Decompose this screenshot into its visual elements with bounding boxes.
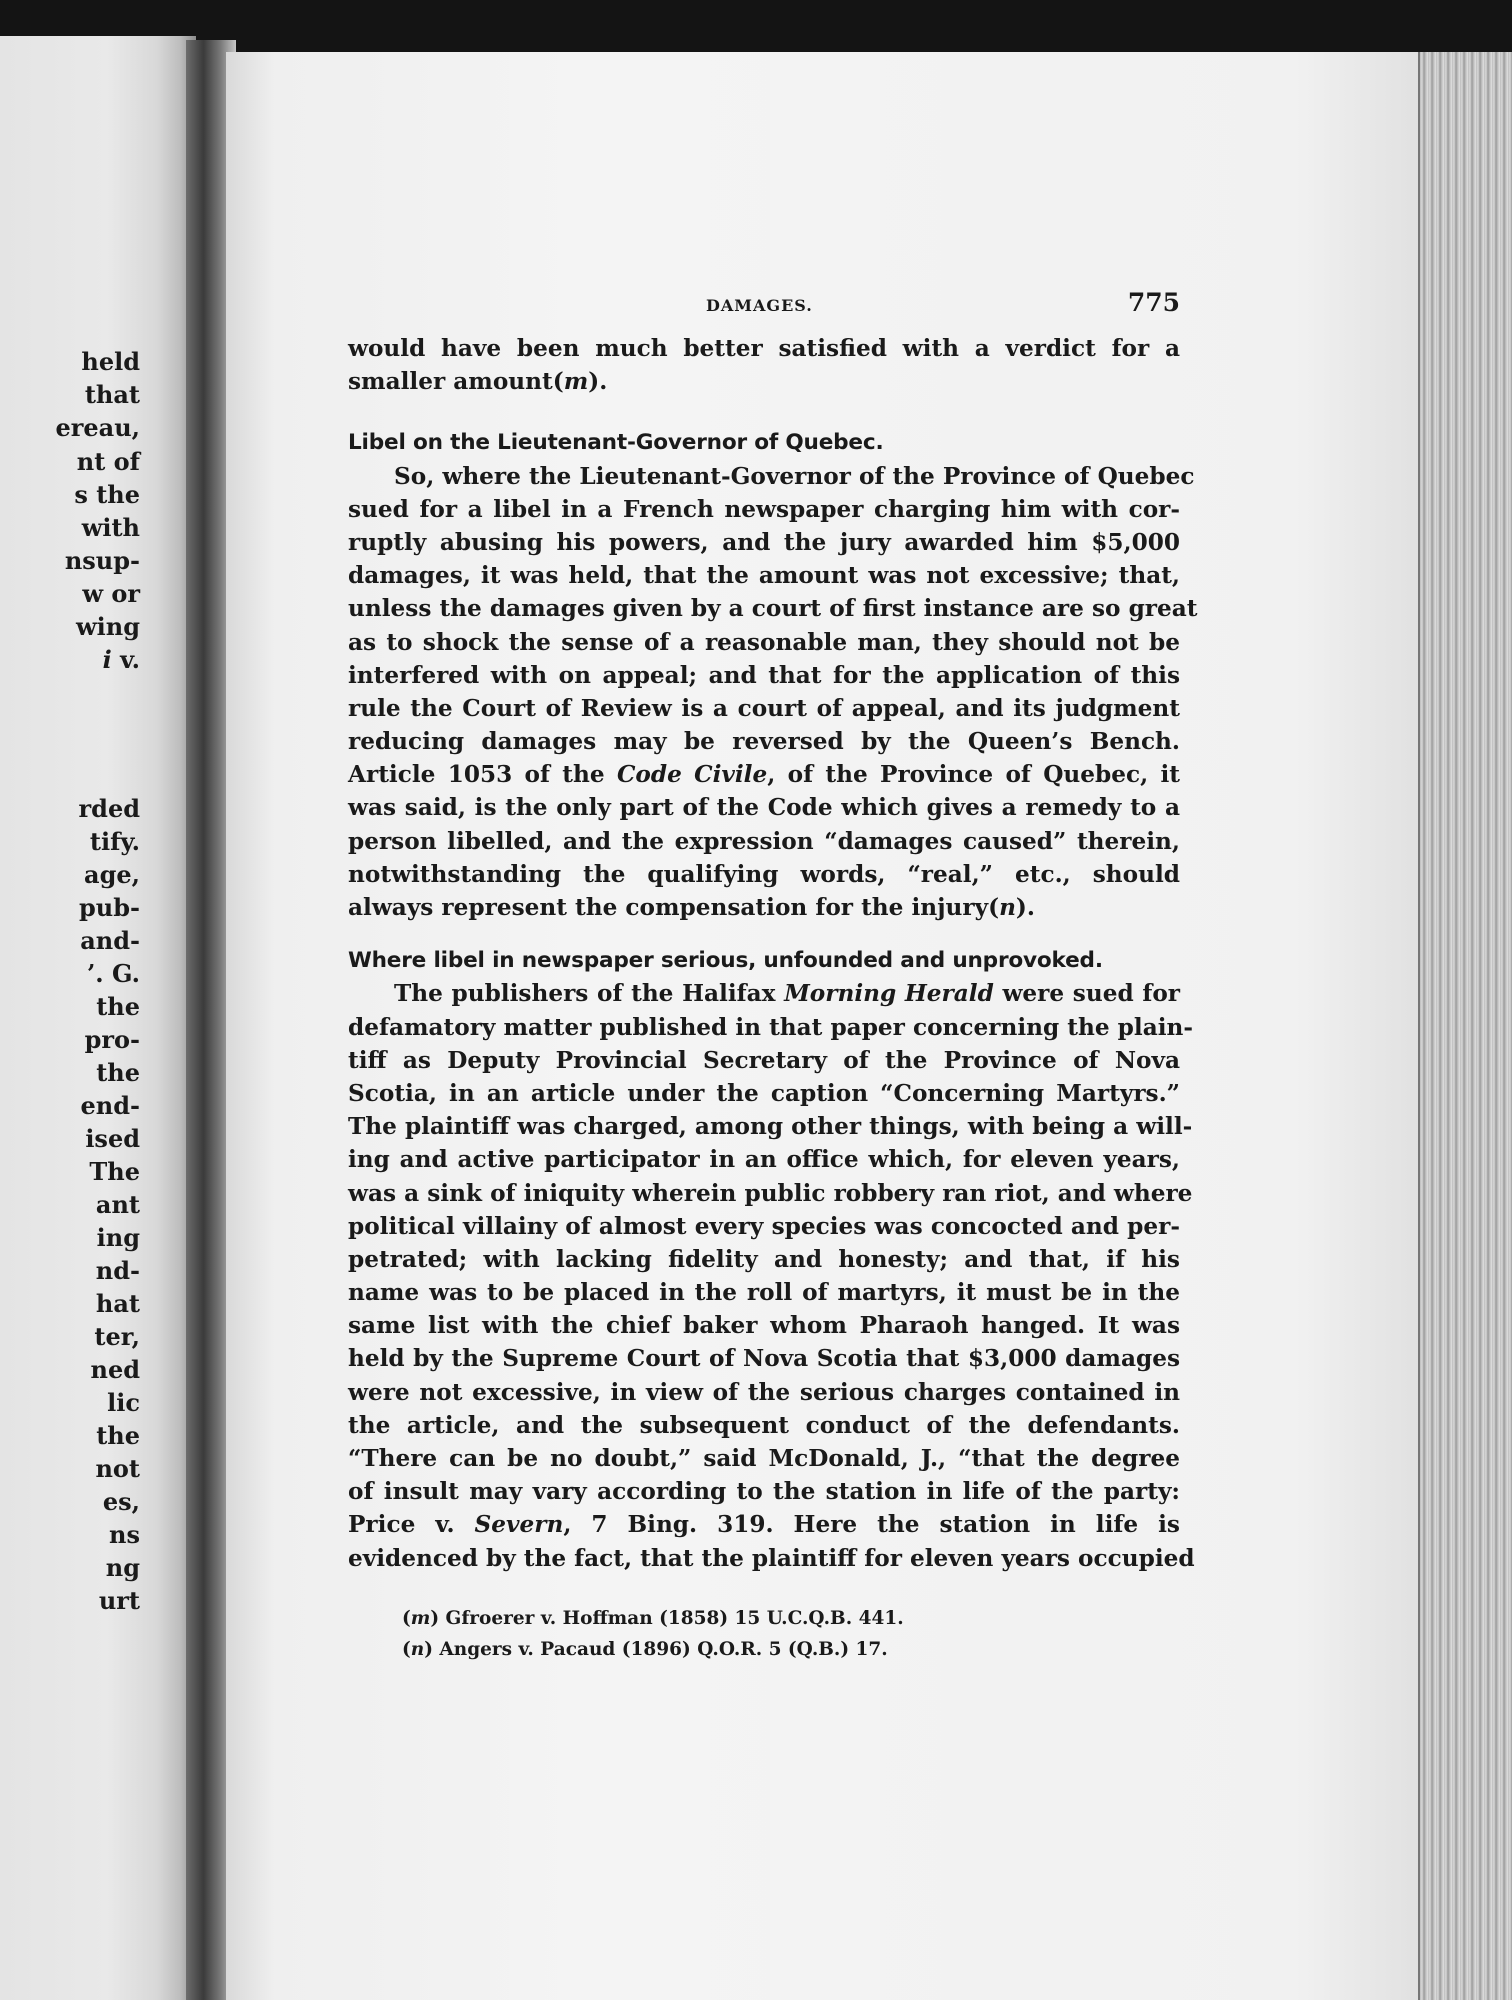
text-line: “There can be no doubt,” said McDonald, J., “that the degree bbox=[348, 1445, 1180, 1472]
text-line: same list with the chief baker whom Pharaoh hanged. It was bbox=[348, 1312, 1180, 1340]
facing-page-fragment: pub- bbox=[79, 893, 140, 922]
facing-page-fragment: not bbox=[95, 1454, 140, 1483]
facing-page-fragment: s the bbox=[74, 480, 140, 509]
facing-page-fragment: the bbox=[96, 1058, 140, 1087]
text-line: sued for a libel in a French newspaper charging him with cor- bbox=[348, 495, 1180, 523]
text-line: damages, it was held, that the amount was not excessive; that, bbox=[348, 562, 1180, 590]
footnote-n: (n) Angers v. Pacaud (1896) Q.O.R. 5 (Q.B.) 17. bbox=[402, 1638, 888, 1660]
facing-page-fragment: ng bbox=[105, 1553, 140, 1582]
text-line: was a sink of iniquity wherein public robbery ran riot, and where bbox=[348, 1179, 1193, 1207]
text-line: reducing damages may be reversed by the Queen’s Bench. bbox=[348, 728, 1180, 756]
facing-page-fragment: ereau, bbox=[55, 413, 140, 442]
facing-page-fragment: nd- bbox=[95, 1256, 140, 1285]
facing-page-fragment: pro- bbox=[84, 1025, 140, 1054]
facing-page-fragment: ns bbox=[109, 1520, 140, 1549]
text-line: was said, is the only part of the Code which gives a remedy to a bbox=[348, 794, 1180, 822]
facing-page-fragment: the bbox=[96, 992, 140, 1021]
text-line: interfered with on appeal; and that for the application of this bbox=[348, 661, 1180, 689]
facing-page-fragment: that bbox=[84, 380, 140, 409]
section-heading-quebec: Libel on the Lieutenant-Governor of Quebec. bbox=[348, 430, 884, 456]
text-line: name was to be placed in the roll of martyrs, it must be in the bbox=[348, 1279, 1180, 1307]
text-line: Price v. Severn, 7 Bing. 319. Here the station in life is bbox=[348, 1511, 1180, 1539]
page-number: 775 bbox=[1127, 288, 1180, 317]
footnotes bbox=[348, 1603, 1180, 1665]
text-line: were not excessive, in view of the serious charges contained in bbox=[348, 1378, 1180, 1406]
facing-page-fragment: i v. bbox=[102, 645, 140, 674]
facing-page-fragment: age, bbox=[84, 860, 140, 889]
facing-page-fragment: and- bbox=[80, 926, 140, 955]
text-line: smaller amount(m). bbox=[348, 368, 608, 396]
facing-page-fragment: end- bbox=[80, 1091, 140, 1120]
text-line: unless the damages given by a court of first instance are so great bbox=[348, 595, 1198, 623]
facing-page-fragment: ant bbox=[95, 1190, 140, 1219]
text-line: petrated; with lacking fidelity and honesty; and that, if his bbox=[348, 1245, 1180, 1273]
facing-page-fragment: hat bbox=[95, 1289, 140, 1318]
section-heading-newspaper: Where libel in newspaper serious, unfounded and unprovoked. bbox=[348, 948, 1103, 974]
left-page bbox=[0, 36, 196, 2000]
facing-page-fragment: ing bbox=[96, 1223, 140, 1252]
text-line: as to shock the sense of a reasonable man, they should not be bbox=[348, 628, 1180, 656]
text-line: notwithstanding the qualifying words, “real,” etc., should bbox=[348, 860, 1180, 888]
text-line: always represent the compensation for the injury(n). bbox=[348, 894, 1035, 921]
facing-page-fragment: The bbox=[89, 1157, 140, 1186]
facing-page-fragment: nsup- bbox=[64, 546, 140, 575]
facing-page-fragment: w or bbox=[82, 579, 140, 608]
text-line: the article, and the subsequent conduct of the defendants. bbox=[348, 1411, 1180, 1439]
text-line: person libelled, and the expression “damages caused” therein, bbox=[348, 827, 1180, 855]
facing-page-fragment: tify. bbox=[89, 827, 140, 856]
running-title: DAMAGES. bbox=[706, 296, 813, 315]
facing-page-fragment: lic bbox=[107, 1388, 140, 1417]
text-line: evidenced by the fact, that the plaintiff for eleven years occupied bbox=[348, 1544, 1195, 1572]
facing-page-fragment: wing bbox=[75, 612, 140, 641]
running-head bbox=[348, 288, 1180, 332]
text-line: The publishers of the Halifax Morning Herald were sued for bbox=[394, 980, 1181, 1008]
facing-page-fragment: held bbox=[81, 347, 140, 376]
facing-page-fragment: ised bbox=[85, 1124, 140, 1153]
page-text bbox=[348, 288, 1198, 1665]
text-line: defamatory matter published in that paper concerning the plain- bbox=[348, 1013, 1194, 1041]
text-line: rule the Court of Review is a court of appeal, and its judgment bbox=[348, 694, 1180, 722]
paragraph-halifax bbox=[348, 977, 1195, 1574]
text-line: held by the Supreme Court of Nova Scotia that $3,000 damages bbox=[348, 1345, 1180, 1373]
text-line: would have been much better satisfied with a verdict for a bbox=[348, 335, 1180, 362]
text-line: ing and active participator in an office which, for eleven years, bbox=[348, 1146, 1180, 1174]
facing-page-fragment: es, bbox=[102, 1487, 140, 1516]
facing-page-fragment: urt bbox=[98, 1586, 140, 1615]
facing-page-fragment: ter, bbox=[94, 1322, 140, 1351]
facing-page-fragment: ned bbox=[90, 1355, 140, 1384]
facing-page-fragment: the bbox=[96, 1421, 140, 1450]
page-edges bbox=[1418, 52, 1512, 2000]
facing-page-fragment: nt of bbox=[76, 447, 140, 476]
paragraph-continuation bbox=[348, 332, 1180, 398]
text-line: Article 1053 of the Code Civile, of the Province of Quebec, it bbox=[348, 761, 1180, 789]
facing-page-fragment: with bbox=[81, 513, 140, 542]
facing-page-fragment: ’. G. bbox=[86, 959, 140, 988]
facing-page-fragment: rded bbox=[78, 794, 140, 823]
text-line: Scotia, in an article under the caption “Concerning Martyrs.” bbox=[348, 1079, 1180, 1107]
text-line: The plaintiff was charged, among other things, with being a will- bbox=[348, 1113, 1193, 1141]
text-line: of insult may vary according to the station in life of the party: bbox=[348, 1478, 1180, 1506]
text-line: tiff as Deputy Provincial Secretary of the Province of Nova bbox=[348, 1046, 1180, 1074]
text-line: So, where the Lieutenant-Governor of the Province of Quebec bbox=[394, 462, 1195, 490]
footnote-m: (m) Gfroerer v. Hoffman (1858) 15 U.C.Q.B. 441. bbox=[402, 1607, 904, 1629]
paragraph-quebec bbox=[348, 460, 1198, 925]
text-line: ruptly abusing his powers, and the jury awarded him $5,000 bbox=[348, 528, 1180, 556]
text-line: political villainy of almost every species was concocted and per- bbox=[348, 1212, 1180, 1240]
